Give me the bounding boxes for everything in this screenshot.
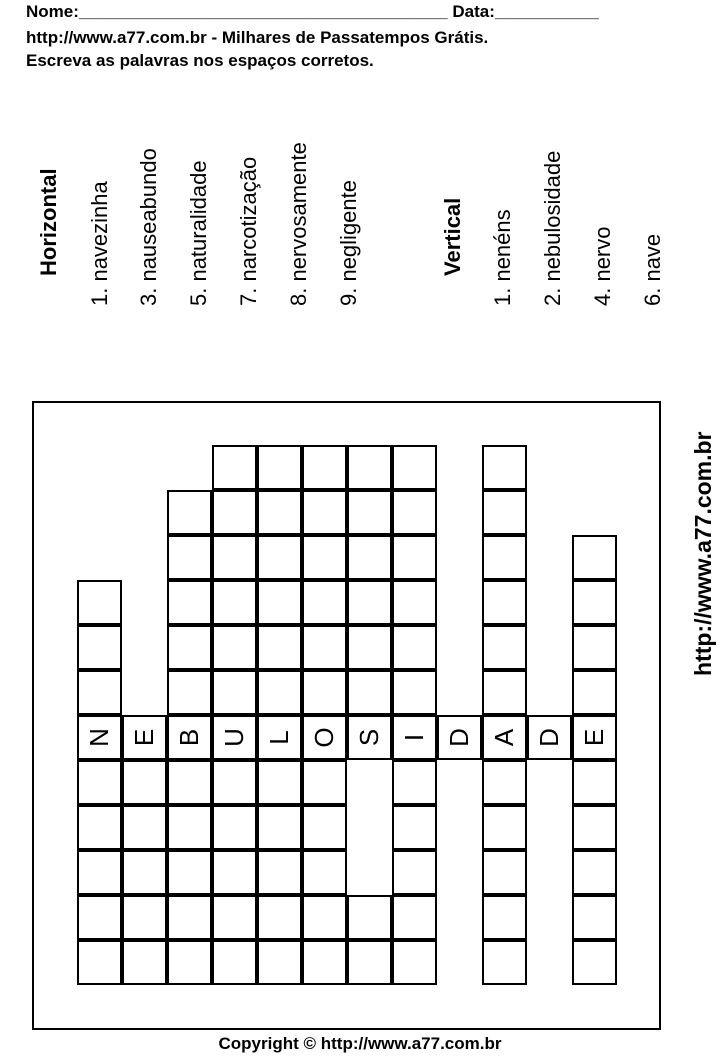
grid-cell[interactable] <box>392 625 437 670</box>
side-url: http://www.a77.com.br <box>690 431 716 676</box>
grid-cell[interactable] <box>122 940 167 985</box>
given-letter: B <box>174 728 204 747</box>
grid-cell[interactable] <box>257 760 302 805</box>
grid-cell[interactable] <box>482 535 527 580</box>
grid-cell[interactable] <box>257 490 302 535</box>
grid-cell[interactable] <box>392 490 437 535</box>
instructions: Escreva as palavras nos espaços corretos. <box>26 51 374 70</box>
grid-cell[interactable] <box>347 895 392 940</box>
given-letter: D <box>444 728 474 747</box>
grid-cell[interactable] <box>212 445 257 490</box>
given-letter: E <box>129 728 159 747</box>
grid-cell[interactable] <box>212 760 257 805</box>
given-letter: S <box>354 728 384 747</box>
grid-cell[interactable] <box>347 670 392 715</box>
grid-cell[interactable] <box>482 625 527 670</box>
grid-cell[interactable] <box>482 670 527 715</box>
given-letter: O <box>309 727 339 748</box>
grid-cell[interactable] <box>302 445 347 490</box>
grid-cell[interactable] <box>572 940 617 985</box>
vertical-title: Vertical <box>440 197 465 276</box>
grid-cell[interactable] <box>167 940 212 985</box>
grid-cell[interactable] <box>122 805 167 850</box>
grid-cell[interactable] <box>347 625 392 670</box>
grid-cell[interactable] <box>482 895 527 940</box>
grid-cell[interactable] <box>392 850 437 895</box>
horizontal-clue: 8. nervosamente <box>286 142 311 306</box>
grid-cell[interactable] <box>77 895 122 940</box>
name-date-line: Nome:_______________________________________ Data:___________ <box>26 2 599 21</box>
vertical-clue: 2. nebulosidade <box>540 150 565 306</box>
horizontal-clue: 9. negligente <box>336 180 361 306</box>
grid-cell[interactable] <box>302 670 347 715</box>
grid-cell[interactable] <box>257 940 302 985</box>
grid-cell[interactable] <box>257 625 302 670</box>
given-letter: D <box>534 728 564 747</box>
grid-cell[interactable] <box>302 940 347 985</box>
given-letter: I <box>399 733 429 742</box>
grid-cell[interactable] <box>347 490 392 535</box>
grid-cell[interactable] <box>572 895 617 940</box>
grid-cell[interactable] <box>302 490 347 535</box>
site-tagline: http://www.a77.com.br - Milhares de Passatempos Grátis. <box>26 28 489 47</box>
grid-cell[interactable] <box>572 580 617 625</box>
grid-cell[interactable] <box>167 760 212 805</box>
grid-cell[interactable] <box>167 580 212 625</box>
grid-cell[interactable] <box>392 940 437 985</box>
horizontal-clue: 3. nauseabundo <box>136 148 161 306</box>
grid-cell[interactable] <box>257 805 302 850</box>
grid-cell[interactable] <box>77 805 122 850</box>
grid-cell[interactable] <box>392 760 437 805</box>
horizontal-clue: 5. naturalidade <box>186 160 211 306</box>
given-letter: E <box>579 728 609 747</box>
grid-cell[interactable] <box>572 535 617 580</box>
grid-cell[interactable] <box>257 850 302 895</box>
vertical-clue: 4. nervo <box>590 226 615 306</box>
grid-cell[interactable] <box>77 850 122 895</box>
grid-cell[interactable] <box>167 535 212 580</box>
grid-cell[interactable] <box>167 895 212 940</box>
grid-cell[interactable] <box>77 625 122 670</box>
grid-cell[interactable] <box>347 940 392 985</box>
grid-cell[interactable] <box>167 670 212 715</box>
grid-cell[interactable] <box>392 670 437 715</box>
grid-cell[interactable] <box>302 760 347 805</box>
grid-cell[interactable] <box>482 805 527 850</box>
given-letter: A <box>489 728 519 747</box>
grid-cell[interactable] <box>167 490 212 535</box>
grid-cell[interactable] <box>122 850 167 895</box>
grid-cell[interactable] <box>302 625 347 670</box>
grid-cell[interactable] <box>572 805 617 850</box>
grid-cell[interactable] <box>572 670 617 715</box>
grid-cell[interactable] <box>212 850 257 895</box>
grid-cell[interactable] <box>392 535 437 580</box>
grid-cell[interactable] <box>482 580 527 625</box>
given-letter: N <box>84 728 114 747</box>
grid-cell[interactable] <box>212 625 257 670</box>
grid-cell[interactable] <box>302 580 347 625</box>
horizontal-title: Horizontal <box>36 168 61 276</box>
grid-cell[interactable] <box>212 490 257 535</box>
grid-cell[interactable] <box>572 850 617 895</box>
grid-cell[interactable] <box>167 850 212 895</box>
grid-cell[interactable] <box>212 535 257 580</box>
grid-cell[interactable] <box>392 580 437 625</box>
grid-cell[interactable] <box>122 760 167 805</box>
grid-cell[interactable] <box>212 940 257 985</box>
grid-cell[interactable] <box>257 670 302 715</box>
grid-cell[interactable] <box>302 535 347 580</box>
grid-cell[interactable] <box>482 760 527 805</box>
grid-cell[interactable] <box>77 760 122 805</box>
grid-cell[interactable] <box>212 805 257 850</box>
grid-cell[interactable] <box>347 535 392 580</box>
grid-cell[interactable] <box>212 895 257 940</box>
grid-cell[interactable] <box>572 760 617 805</box>
grid-cell[interactable] <box>392 805 437 850</box>
given-letter: U <box>219 728 249 747</box>
grid-cell[interactable] <box>77 580 122 625</box>
grid-cell[interactable] <box>347 580 392 625</box>
vertical-clue: 1. nenéns <box>490 209 515 306</box>
grid-cell[interactable] <box>302 850 347 895</box>
grid-cell[interactable] <box>77 940 122 985</box>
grid-cell[interactable] <box>302 895 347 940</box>
grid-cell[interactable] <box>482 850 527 895</box>
grid-cell[interactable] <box>212 580 257 625</box>
grid-cell[interactable] <box>482 940 527 985</box>
grid-cell[interactable] <box>347 445 392 490</box>
grid-cell[interactable] <box>77 670 122 715</box>
grid-cell[interactable] <box>257 580 302 625</box>
grid-cell[interactable] <box>122 895 167 940</box>
grid-cell[interactable] <box>257 535 302 580</box>
grid-cell[interactable] <box>167 625 212 670</box>
horizontal-clue: 1. navezinha <box>87 181 112 306</box>
grid-cell[interactable] <box>257 445 302 490</box>
grid-cell[interactable] <box>212 670 257 715</box>
grid-cell[interactable] <box>257 895 302 940</box>
grid-cell[interactable] <box>482 445 527 490</box>
vertical-clue: 6. nave <box>640 233 665 306</box>
grid-cell[interactable] <box>167 805 212 850</box>
copyright-footer: Copyright © http://www.a77.com.br <box>218 1034 502 1053</box>
grid-cell[interactable] <box>392 895 437 940</box>
horizontal-clue: 7. narcotização <box>236 156 261 306</box>
grid-cell[interactable] <box>302 805 347 850</box>
grid-cell[interactable] <box>572 625 617 670</box>
given-letter: L <box>264 730 294 745</box>
grid-cell[interactable] <box>392 445 437 490</box>
grid-cell[interactable] <box>482 490 527 535</box>
